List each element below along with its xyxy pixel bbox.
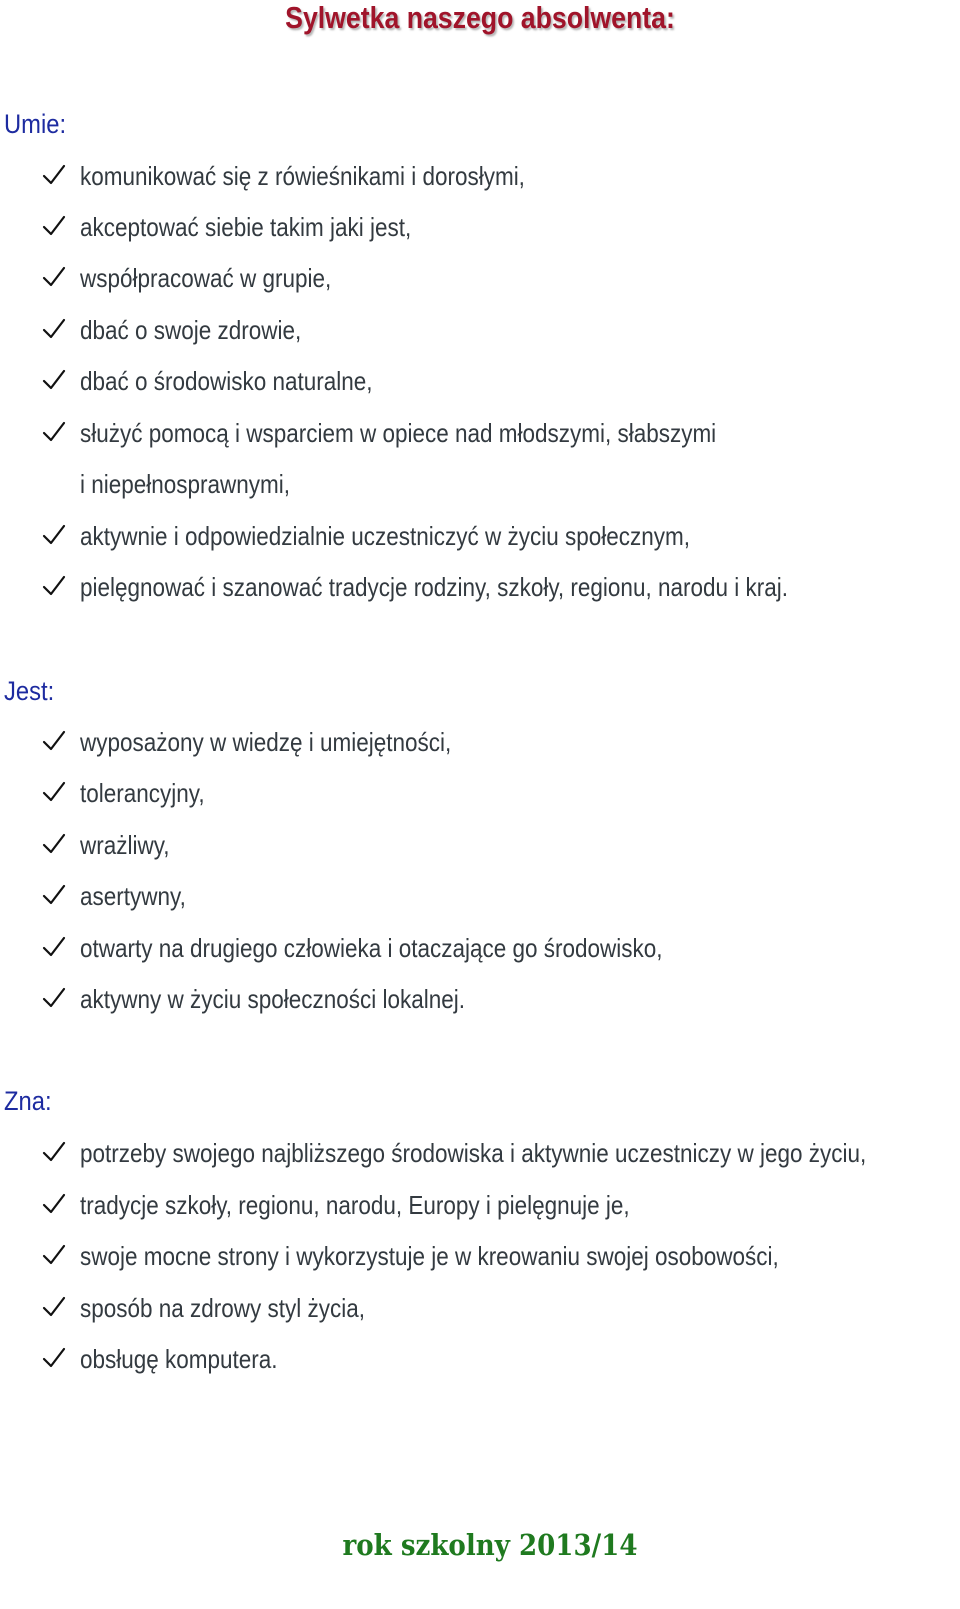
list-item-text: potrzeby swojego najbliższego środowiska i aktywnie uczestniczy w jego życiu, (80, 1138, 867, 1168)
list-item-continuation (0, 464, 960, 504)
list-item-text: i niepełnosprawnymi, (80, 469, 291, 499)
checkmark-icon (42, 1244, 66, 1266)
list-item-text: akceptować siebie takim jaki jest, (80, 212, 412, 242)
checkmark-icon (42, 1193, 66, 1215)
list-item-text: służyć pomocą i wsparciem w opiece nad młodszymi, słabszymi (80, 418, 717, 448)
checkmark-icon (42, 524, 66, 546)
checkmark-icon (42, 421, 66, 443)
list-item (0, 1288, 960, 1328)
list-item (0, 1339, 960, 1379)
section-heading: Umie: (4, 109, 67, 139)
list-item-text: aktywnie i odpowiedzialnie uczestniczyć w życiu społecznym, (80, 521, 690, 551)
list-item (0, 773, 960, 813)
list-item (0, 979, 960, 1019)
list-item (0, 258, 960, 298)
list-item (0, 928, 960, 968)
checkmark-icon (42, 1296, 66, 1318)
list-item-text: współpracować w grupie, (80, 263, 332, 293)
list-item (0, 876, 960, 916)
list-item (0, 516, 960, 556)
list-item (0, 567, 960, 607)
checkmark-icon (42, 1141, 66, 1163)
list-item-text: swoje mocne strony i wykorzystuje je w kreowaniu swojej osobowości, (80, 1241, 779, 1271)
list-item (0, 1185, 960, 1225)
checkmark-icon (42, 730, 66, 752)
checkmark-icon (42, 215, 66, 237)
list-item (0, 1236, 960, 1276)
checkmark-icon (42, 575, 66, 597)
list-item-text: komunikować się z rówieśnikami i dorosłymi, (80, 161, 525, 191)
list-item-text: tolerancyjny, (80, 778, 205, 808)
list-item-text: tradycje szkoły, regionu, narodu, Europy i pielęgnuje je, (80, 1190, 630, 1220)
list-item-text: sposób na zdrowy styl życia, (80, 1293, 365, 1323)
list-item (0, 825, 960, 865)
checkmark-icon (42, 1347, 66, 1369)
list-item (0, 207, 960, 247)
checkmark-icon (42, 318, 66, 340)
list-item-text: wrażliwy, (80, 830, 170, 860)
list-item (0, 310, 960, 350)
list-item-text: dbać o swoje zdrowie, (80, 315, 302, 345)
checkmark-icon (42, 936, 66, 958)
list-item (0, 722, 960, 762)
checkmark-icon (42, 164, 66, 186)
list-item-text: wyposażony w wiedzę i umiejętności, (80, 727, 452, 757)
checkmark-icon (42, 266, 66, 288)
section-heading: Jest: (4, 676, 55, 706)
checkmark-icon (42, 369, 66, 391)
list-item-text: obsługę komputera. (80, 1344, 278, 1374)
checkmark-icon (42, 781, 66, 803)
list-item-text: aktywny w życiu społeczności lokalnej. (80, 984, 465, 1014)
list-item-text: pielęgnować i szanować tradycje rodziny, szkoły, regionu, narodu i kraj. (80, 572, 788, 602)
list-item-text: dbać o środowisko naturalne, (80, 366, 373, 396)
checkmark-icon (42, 987, 66, 1009)
checkmark-icon (42, 884, 66, 906)
page-title: Sylwetka naszego absolwenta: (285, 0, 675, 35)
list-item-text: asertywny, (80, 881, 186, 911)
section-heading: Zna: (4, 1086, 52, 1116)
checkmark-icon (42, 833, 66, 855)
list-item (0, 156, 960, 196)
list-item (0, 361, 960, 401)
list-item-text: otwarty na drugiego człowieka i otaczające go środowisko, (80, 933, 663, 963)
list-item (0, 413, 960, 453)
list-item (0, 1133, 960, 1173)
school-year-footer: rok szkolny 2013/14 (342, 1528, 638, 1562)
